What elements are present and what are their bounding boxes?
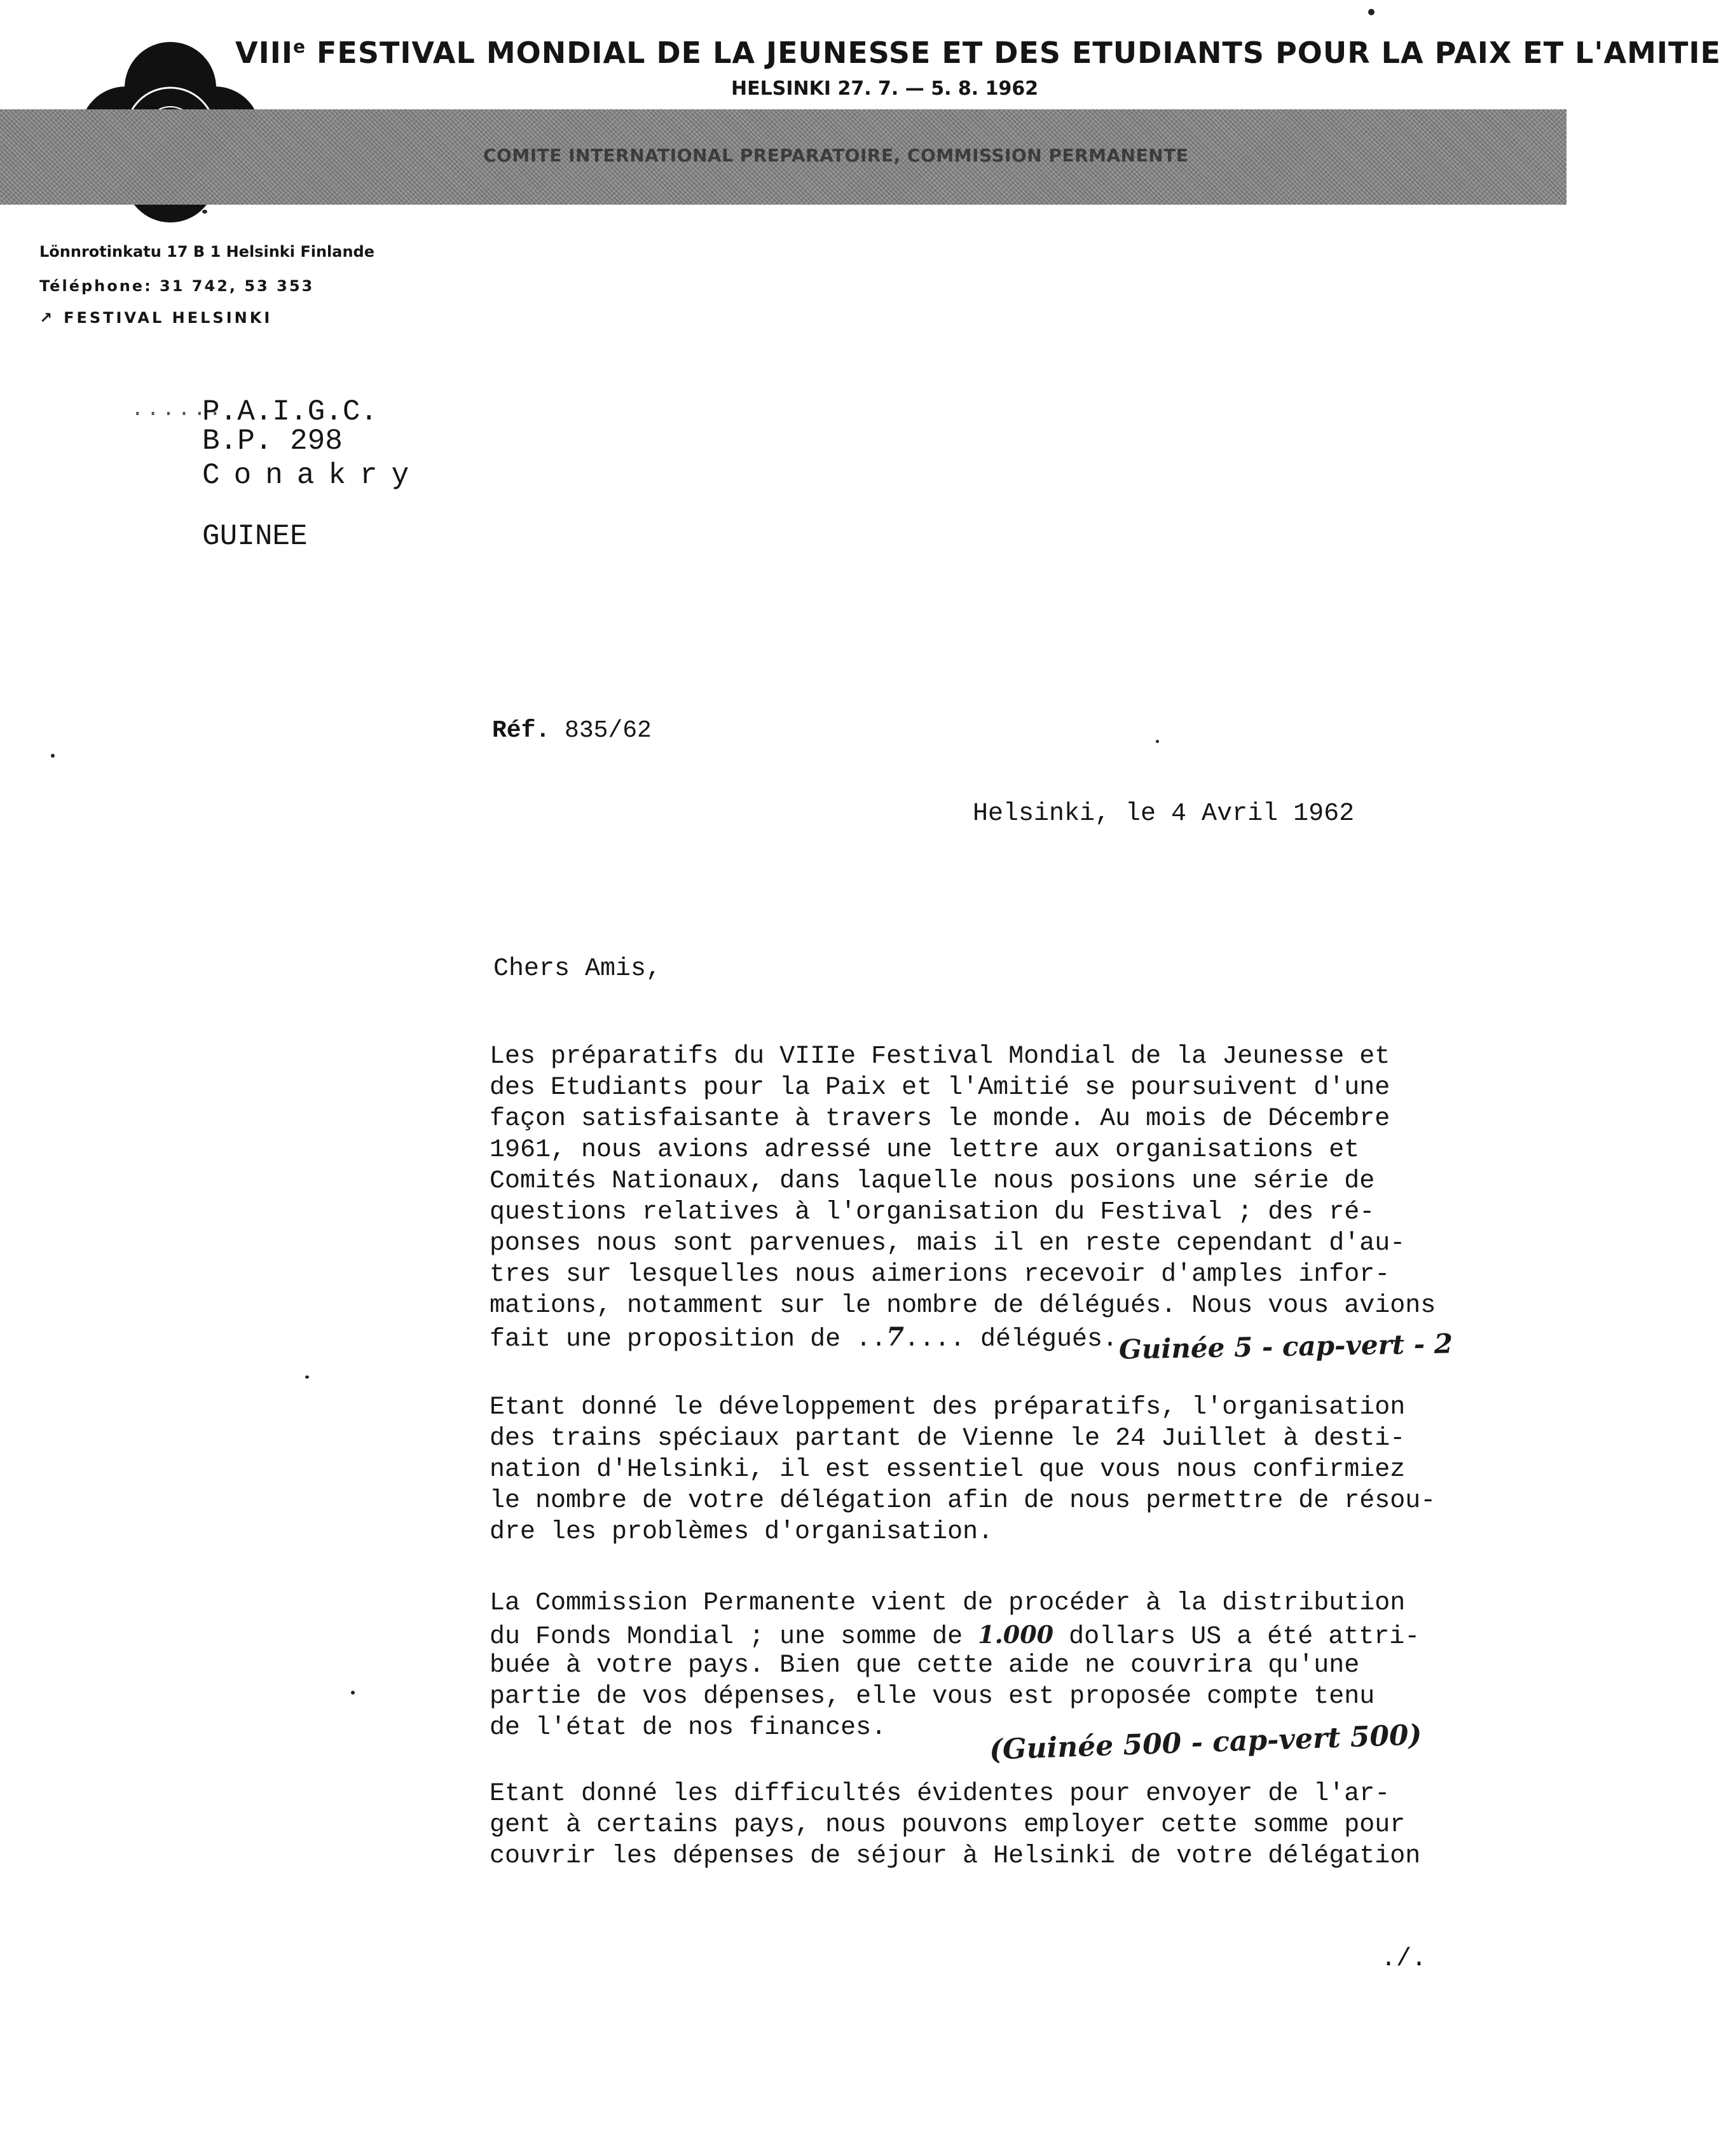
scan-speck: [1156, 740, 1159, 743]
text-line: Comités Nationaux, dans laquelle nous posions une série de: [490, 1167, 1375, 1196]
text-line: dre les problèmes d'organisation.: [490, 1518, 994, 1546]
text-line: ponses nous sont parvenues, mais il en reste cependant d'au-: [490, 1229, 1406, 1258]
text-line: le nombre de votre délégation afin de nous permettre de résou-: [490, 1487, 1436, 1515]
office-address: Lönnrotinkatu 17 B 1 Helsinki Finlande: [39, 243, 374, 261]
handwritten-amount: 1.000: [978, 1620, 1054, 1649]
text-line: façon satisfaisante à travers le monde. Au mois de Décembre: [490, 1105, 1390, 1133]
paragraph-preparations: [490, 1041, 1532, 1353]
recipient-po-box: B.P. 298: [202, 425, 343, 458]
text-line: buée à votre pays. Bien que cette aide ne couvrira qu'une: [490, 1651, 1360, 1680]
text-line: Etant donné le développement des préparatifs, l'organisation: [490, 1393, 1406, 1422]
office-phone: Téléphone: 31 742, 53 353: [39, 277, 315, 295]
festival-dates: HELSINKI 27. 7. — 5. 8. 1962: [731, 78, 1039, 100]
text-line: 1961, nous avions adressé une lettre aux organisations et: [490, 1136, 1360, 1164]
text-line: Etant donné les difficultés évidentes pour envoyer de l'ar-: [490, 1780, 1390, 1808]
paragraph-trains: [490, 1392, 1532, 1548]
festival-title: VIIIe FESTIVAL MONDIAL DE LA JEUNESSE ET DES ETUDIANTS POUR LA PAIX ET L'AMITIE: [235, 36, 1721, 70]
recipient-city: Conakry: [202, 459, 423, 492]
recipient-name: P.A.I.G.C.: [202, 395, 378, 428]
dot-leader: ......: [131, 398, 224, 422]
text-line: nation d'Helsinki, il est essentiel que vous nous confirmiez: [490, 1456, 1406, 1484]
date-line: Helsinki, le 4 Avril 1962: [973, 800, 1355, 828]
text-line: du Fonds Mondial ; une somme de 1.000 dollars US a été attri-: [490, 1620, 1420, 1651]
telegram-address: ↗ FESTIVAL HELSINKI: [39, 309, 273, 327]
text-line: des Etudiants pour la Paix et l'Amitié se poursuivent d'une: [490, 1074, 1390, 1102]
recipient-country: GUINEE: [202, 520, 308, 553]
salutation: Chers Amis,: [493, 955, 662, 983]
text-line: des trains spéciaux partant de Vienne le 24 Juillet à desti-: [490, 1424, 1406, 1453]
text-line: Les préparatifs du VIIIe Festival Mondial de la Jeunesse et: [490, 1042, 1390, 1071]
scan-speck: [202, 210, 207, 214]
handwritten-funds-note: (Guinée 500 - cap-vert 500): [989, 1719, 1423, 1766]
continued-mark: ./.: [1381, 1945, 1427, 1974]
telegram-icon: ↗: [39, 309, 53, 327]
reference-number: Réf. 835/62: [492, 717, 652, 744]
text-line: de l'état de nos finances.: [490, 1714, 887, 1742]
text-line: mations, notamment sur le nombre de délégués. Nous vous avions: [490, 1292, 1436, 1320]
scan-speck: [1368, 9, 1375, 15]
scan-speck: [351, 1691, 355, 1695]
handwritten-delegate-count: 7: [886, 1322, 904, 1352]
committee-name: COMITE INTERNATIONAL PREPARATOIRE, COMMISSION PERMANENTE: [483, 145, 1189, 166]
handwritten-delegates-note: Guinée 5 - cap-vert - 2: [1118, 1328, 1453, 1365]
text-line: partie de vos dépenses, elle vous est proposée compte tenu: [490, 1682, 1375, 1711]
paragraph-expenses: [490, 1778, 1532, 1872]
text-line: tres sur lesquelles nous aimerions recevoir d'amples infor-: [490, 1260, 1390, 1289]
scan-speck: [51, 754, 55, 758]
text-line: couvrir les dépenses de séjour à Helsinki de votre délégation: [490, 1842, 1421, 1871]
text-line: questions relatives à l'organisation du Festival ; des ré-: [490, 1198, 1375, 1227]
text-line: gent à certains pays, nous pouvons employer cette somme pour: [490, 1811, 1406, 1839]
text-line: La Commission Permanente vient de procéder à la distribution: [490, 1589, 1406, 1618]
scan-speck: [305, 1375, 309, 1379]
text-line: fait une proposition de ..7.... délégués.: [490, 1322, 1118, 1354]
